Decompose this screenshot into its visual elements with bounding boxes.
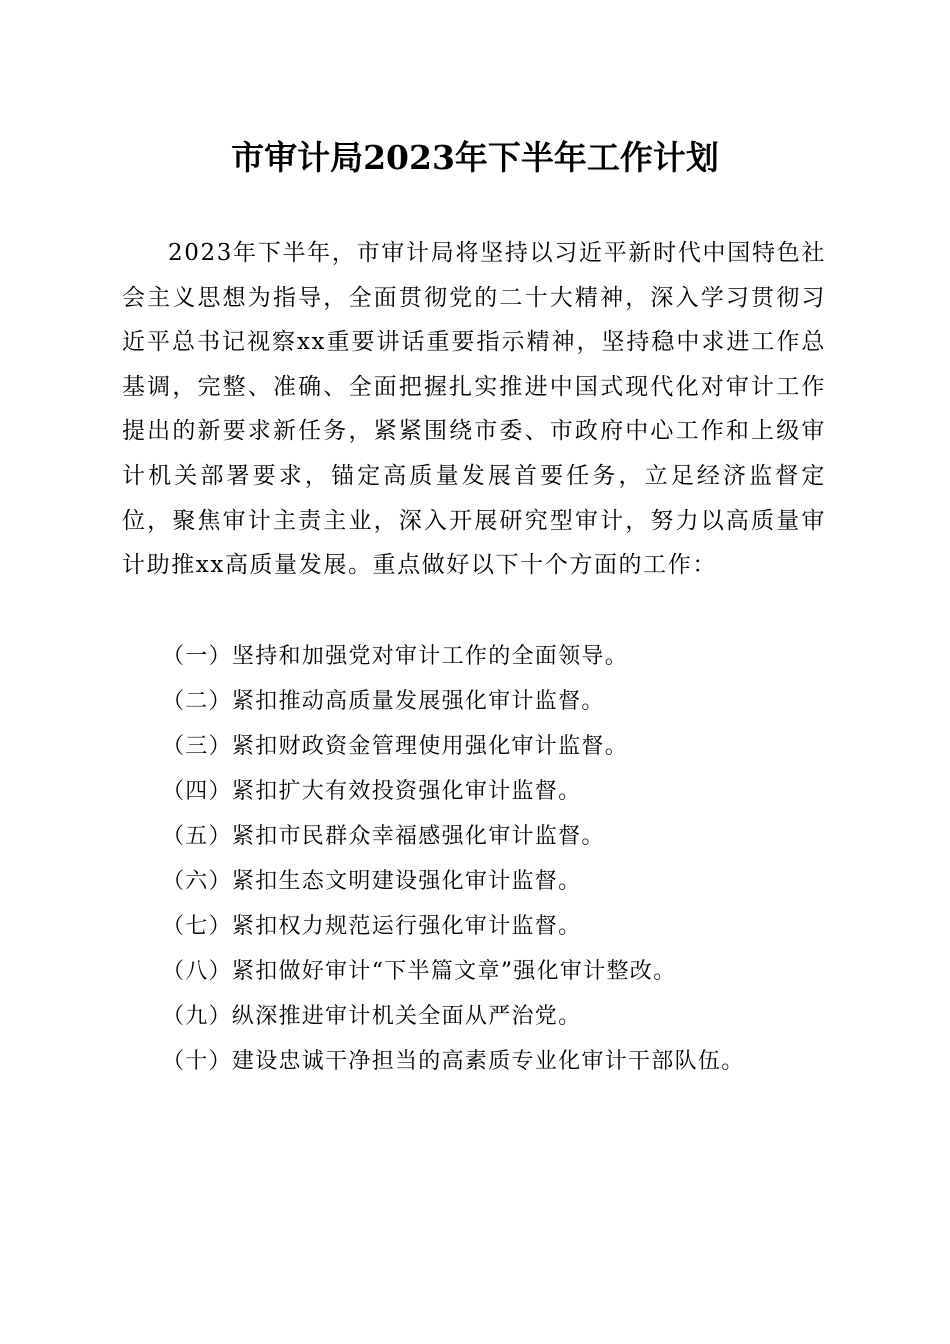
work-item-5: （五）紧扣市民群众幸福感强化审计监督。 bbox=[162, 824, 605, 849]
work-item-7: （七）紧扣权力规范运行强化审计监督。 bbox=[162, 914, 582, 939]
document-title: 市审计局2023年下半年工作计划 bbox=[231, 138, 719, 177]
work-item-10: （十）建设忠诚干净担当的高素质专业化审计干部队伍。 bbox=[162, 1049, 745, 1074]
work-item-6: （六）紧扣生态文明建设强化审计监督。 bbox=[162, 869, 582, 894]
work-item-3: （三）紧扣财政资金管理使用强化审计监督。 bbox=[162, 734, 629, 759]
work-item-2: （二）紧扣推动高质量发展强化审计监督。 bbox=[162, 689, 605, 714]
work-item-9: （九）纵深推进审计机关全面从严治党。 bbox=[162, 1004, 582, 1029]
work-item-1: （一）坚持和加强党对审计工作的全面领导。 bbox=[162, 644, 629, 669]
work-items-list bbox=[162, 634, 842, 1084]
intro-paragraph: 2023年下半年，市审计局将坚持以习近平新时代中国特色社会主义思想为指导，全面贯彻党的二十大精神，深入学习贯彻习近平总书记视察xx重要讲话重要指示精神，坚持稳中求进工作总基调，完整、准确、全面把握扎实推进中国式现代化对审计工作提出的新要求新任务，紧紧围绕市委、市政府中心工作和上级审计机关部署要求，锚定高质量发展首要任务，立足经济监督定位，聚焦审计主责主业，深入开展研究型审计，努力以高质量审计助推xx高质量发展。重点做好以下十个方面的工作： bbox=[122, 240, 826, 579]
work-item-4: （四）紧扣扩大有效投资强化审计监督。 bbox=[162, 779, 582, 804]
work-item-8: （八）紧扣做好审计“下半篇文章”强化审计整改。 bbox=[162, 959, 677, 984]
